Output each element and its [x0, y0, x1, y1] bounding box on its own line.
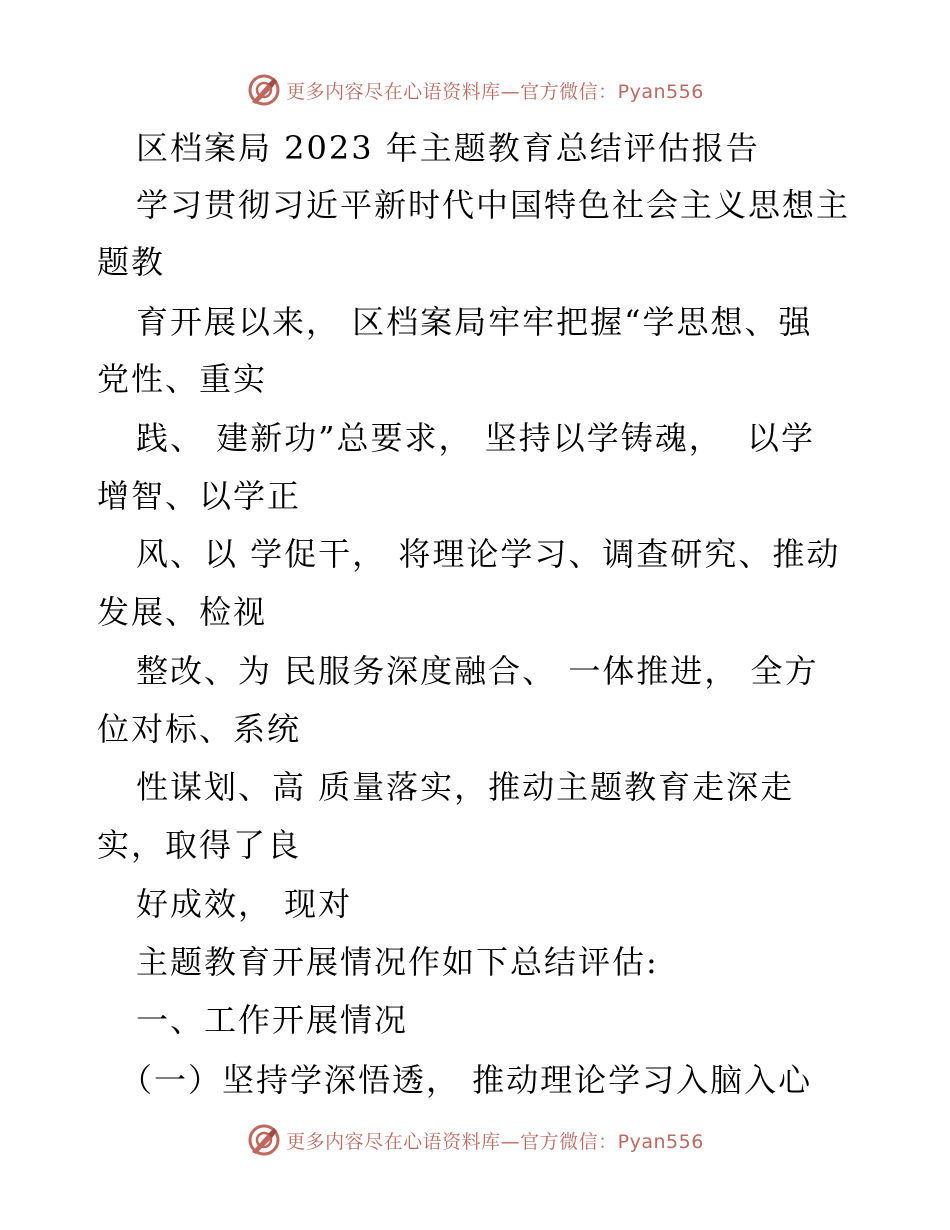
subsection-heading: （一）坚持学深悟透， 推动理论学习入脑入心	[120, 1061, 813, 1099]
pen-logo-icon	[246, 72, 282, 108]
paragraph-line: 党性、重实	[97, 360, 268, 398]
section-heading: 一、工作开展情况	[136, 1001, 409, 1039]
paragraph-line: 育开展以来， 区档案局牢牢把握“学思想、强	[136, 303, 813, 341]
footer-banner-text: 更多内容尽在心语资料库—官方微信：Pyan556	[286, 1130, 704, 1153]
paragraph-line: 实，取得了良	[97, 826, 302, 864]
paragraph-line: 风、以 学促干， 将理论学习、调查研究、推动	[136, 535, 841, 573]
document-title: 区档案局 2023 年主题教育总结评估报告	[136, 129, 760, 167]
paragraph-line: 题教	[97, 243, 166, 281]
paragraph-line: 发展、检视	[97, 593, 268, 631]
paragraph-line: 学习贯彻习近平新时代中国特色社会主义思想主	[136, 186, 851, 224]
header-banner-text: 更多内容尽在心语资料库—官方微信：Pyan556	[286, 80, 704, 103]
header-banner	[0, 70, 950, 110]
paragraph-line: 整改、为 民服务深度融合、 一体推进， 全方	[136, 652, 819, 690]
paragraph-line: 性谋划、高 质量落实，推动主题教育走深走	[136, 768, 795, 806]
paragraph-line: 主题教育开展情况作如下总结评估:	[136, 943, 659, 981]
paragraph-line: 增智、以学正	[97, 477, 302, 515]
paragraph-line: 位对标、系统	[97, 710, 302, 748]
pen-logo-icon	[246, 1122, 282, 1158]
paragraph-line: 践、 建新功”总要求， 坚持以学铸魂， 以学	[136, 419, 816, 457]
paragraph-line: 好成效， 现对	[136, 885, 353, 923]
footer-banner	[0, 1120, 950, 1160]
